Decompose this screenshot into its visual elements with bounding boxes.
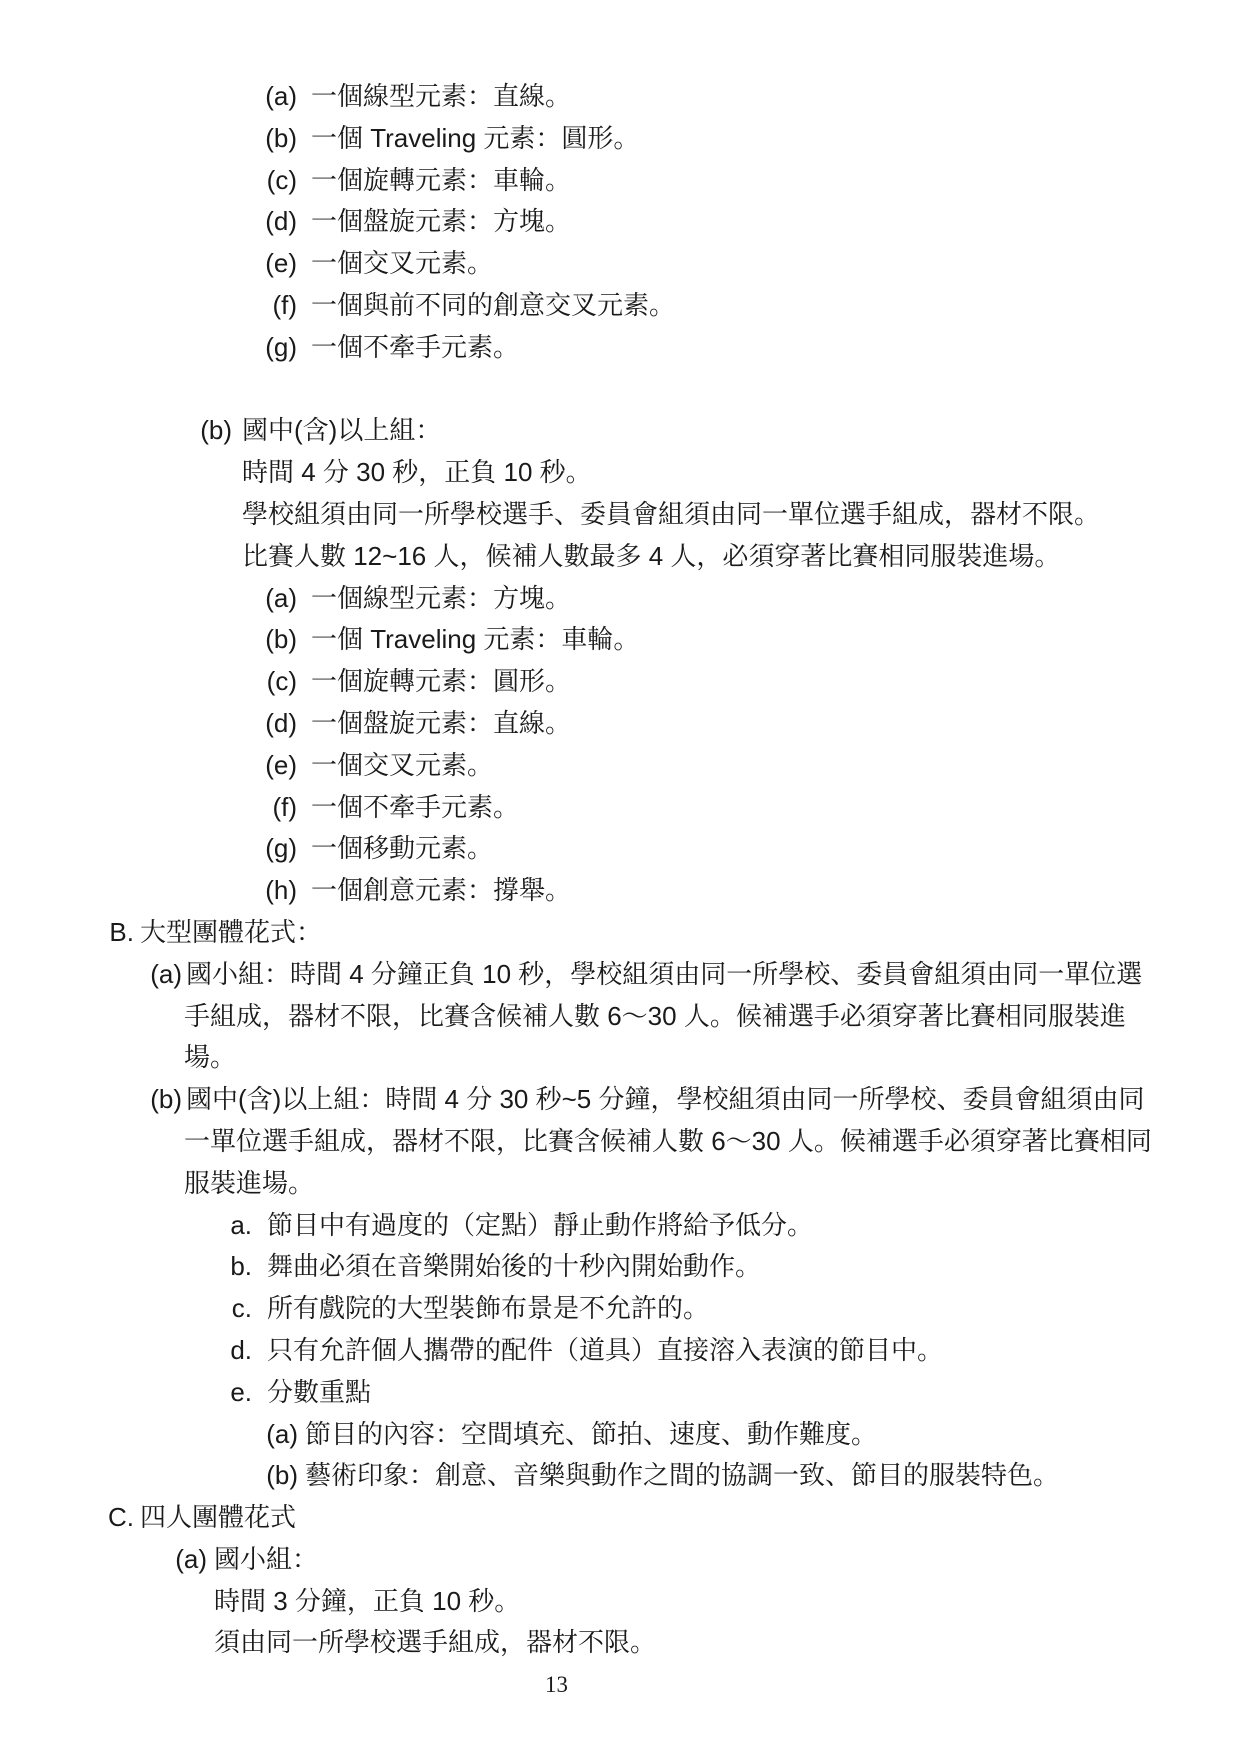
item-text: 一個盤旋元素：方塊。 <box>311 206 572 237</box>
item-text: 一個不牽手元素。 <box>311 791 520 822</box>
item-text: 只有允許個人攜帶的配件（道具）直接溶入表演的節目中。 <box>267 1334 944 1365</box>
section-label: B. <box>109 916 134 947</box>
item-label: c. <box>231 1293 252 1324</box>
heading-text: 四人團體花式 <box>140 1502 297 1533</box>
section-b-heading <box>0 916 1241 958</box>
paragraph-line <box>0 1000 1241 1042</box>
item-text: 一個 Traveling 元素：圓形。 <box>311 122 640 153</box>
paragraph-line <box>0 1167 1241 1209</box>
paragraph-text: 一單位選手組成，器材不限，比賽含候補人數 6～30 人。候補選手必須穿著比賽相同 <box>184 1125 1152 1156</box>
item-text: 一個不牽手元素。 <box>311 331 520 362</box>
list-item <box>0 665 1241 707</box>
item-label: (f) <box>272 289 297 320</box>
item-text: 分數重點 <box>267 1376 372 1407</box>
rule-item <box>0 1376 1241 1418</box>
score-point-item <box>0 1459 1241 1501</box>
item-text: 所有戲院的大型裝飾布景是不允許的。 <box>267 1293 710 1324</box>
paragraph-line <box>0 540 1241 582</box>
item-text: 國小組： <box>214 1543 319 1574</box>
item-label: (g) <box>265 833 297 864</box>
score-point-item <box>0 1418 1241 1460</box>
document-body <box>0 80 1241 1668</box>
item-label: (d) <box>265 707 297 738</box>
paragraph-text: 比賽人數 12~16 人，候補人數最多 4 人，必須穿著比賽相同服裝進場。 <box>242 540 1061 571</box>
item-label: d. <box>230 1334 252 1365</box>
item-text: 一個交叉元素。 <box>311 248 494 279</box>
item-text: 一個線型元素：方塊。 <box>311 582 572 613</box>
item-label: a. <box>230 1209 252 1240</box>
item-label: (a) <box>265 582 297 613</box>
list-item <box>0 749 1241 791</box>
item-label: (b) <box>150 1084 182 1115</box>
paragraph-text: 服裝進場。 <box>184 1167 315 1198</box>
item-text: 節目的內容：空間填充、節拍、速度、動作難度。 <box>305 1418 878 1449</box>
paragraph-text: 時間 4 分 30 秒，正負 10 秒。 <box>242 457 592 488</box>
list-item <box>0 122 1241 164</box>
list-item <box>0 832 1241 874</box>
item-text: 一個交叉元素。 <box>311 749 494 780</box>
list-item <box>0 1543 1241 1585</box>
list-item <box>0 164 1241 206</box>
junior-high-heading <box>0 414 1241 456</box>
item-label: (a) <box>150 958 182 989</box>
item-text: 藝術印象：創意、音樂與動作之間的協調一致、節目的服裝特色。 <box>305 1460 1060 1491</box>
item-label: (f) <box>272 791 297 822</box>
section-label: C. <box>108 1502 134 1533</box>
item-text: 一個盤旋元素：直線。 <box>311 707 572 738</box>
item-text: 一個線型元素：直線。 <box>311 81 572 111</box>
item-label: (g) <box>265 331 297 362</box>
rule-item <box>0 1209 1241 1251</box>
item-label: (b) <box>265 122 297 153</box>
list-item <box>0 80 1241 122</box>
section-c-heading <box>0 1501 1241 1543</box>
item-text: 舞曲必須在音樂開始後的十秒內開始動作。 <box>267 1251 762 1282</box>
item-label: (e) <box>265 749 297 780</box>
item-label: (a) <box>265 81 297 111</box>
item-text: 國中(含)以上組：時間 4 分 30 秒~5 分鐘，學校組須由同一所學校、委員會組須由同 <box>186 1084 1145 1115</box>
paragraph-text: 手組成，器材不限，比賽含候補人數 6～30 人。候補選手必須穿著比賽相同服裝進 <box>184 1000 1126 1031</box>
list-item <box>0 582 1241 624</box>
list-item <box>0 1083 1241 1125</box>
paragraph-text: 須由同一所學校選手組成，器材不限。 <box>214 1627 657 1658</box>
paragraph-line <box>0 1626 1241 1668</box>
blank-line <box>0 373 1241 415</box>
list-item <box>0 874 1241 916</box>
list-item <box>0 623 1241 665</box>
paragraph-line <box>0 1041 1241 1083</box>
item-text: 一個移動元素。 <box>311 833 494 864</box>
item-label: (h) <box>265 875 297 906</box>
list-item <box>0 247 1241 289</box>
paragraph-line <box>0 1585 1241 1627</box>
list-item <box>0 707 1241 749</box>
page-number: 13 <box>545 1672 568 1697</box>
paragraph-line <box>0 498 1241 540</box>
paragraph-text: 場。 <box>184 1042 237 1073</box>
paragraph-text: 學校組須由同一所學校選手、委員會組須由同一單位選手組成，器材不限。 <box>242 498 1101 529</box>
list-item <box>0 331 1241 373</box>
paragraph-text: 時間 3 分鐘，正負 10 秒。 <box>214 1585 521 1616</box>
item-label: (b) <box>265 624 297 655</box>
list-item <box>0 205 1241 247</box>
list-item <box>0 958 1241 1000</box>
paragraph-line <box>0 1125 1241 1167</box>
list-item <box>0 791 1241 833</box>
item-text: 一個 Traveling 元素：車輪。 <box>311 624 640 655</box>
item-label: (c) <box>266 666 297 697</box>
item-label: b. <box>230 1251 252 1282</box>
rule-item <box>0 1292 1241 1334</box>
rule-item <box>0 1250 1241 1292</box>
item-label: (d) <box>265 206 297 237</box>
item-label: (a) <box>175 1543 207 1574</box>
list-item <box>0 289 1241 331</box>
paragraph-line <box>0 456 1241 498</box>
heading-text: 國中(含)以上組： <box>242 415 442 446</box>
item-text: 一個與前不同的創意交叉元素。 <box>311 289 676 320</box>
item-label: (a) <box>266 1418 298 1449</box>
rule-item <box>0 1334 1241 1376</box>
item-label: (c) <box>266 164 297 195</box>
item-text: 一個旋轉元素：圓形。 <box>311 666 572 697</box>
heading-text: 大型團體花式： <box>140 916 323 947</box>
item-label: (b) <box>266 1460 298 1491</box>
item-label: e. <box>230 1376 252 1407</box>
item-label: (b) <box>200 415 232 446</box>
item-label: (e) <box>265 248 297 279</box>
item-text: 國小組：時間 4 分鐘正負 10 秒，學校組須由同一所學校、委員會組須由同一單位選 <box>186 958 1143 989</box>
item-text: 節目中有過度的（定點）靜止動作將給予低分。 <box>267 1209 814 1240</box>
item-text: 一個旋轉元素：車輪。 <box>311 164 572 195</box>
item-text: 一個創意元素：撐舉。 <box>311 875 572 906</box>
